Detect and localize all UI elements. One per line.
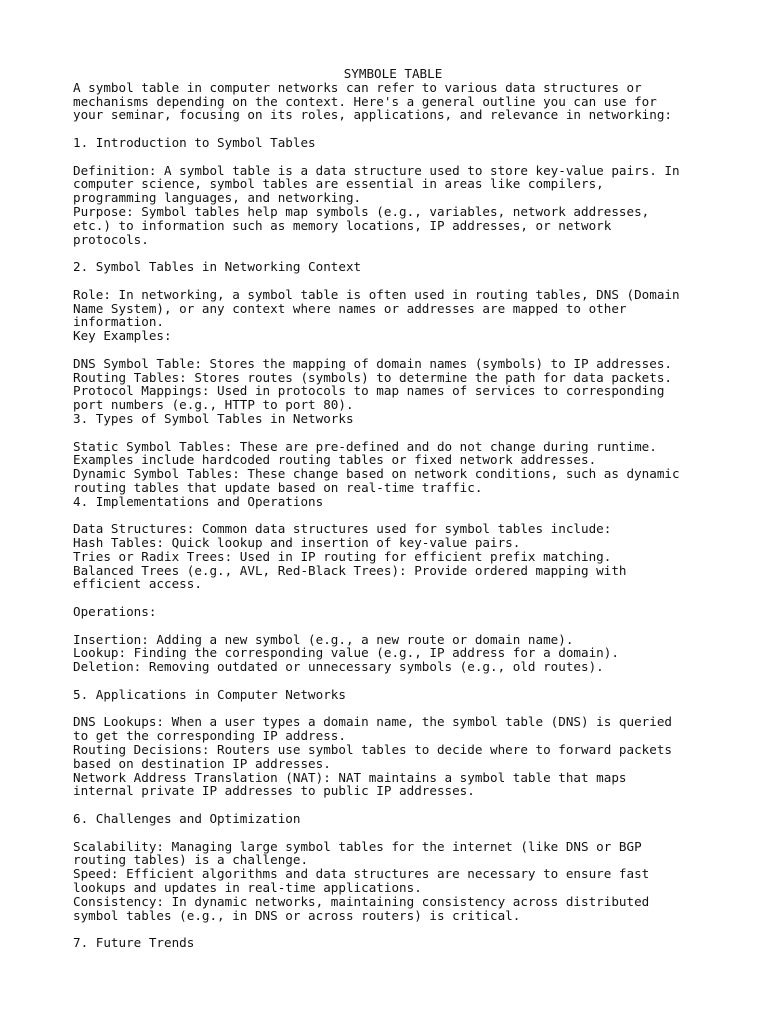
text-line: Consistency: In dynamic networks, maintaining consistency across distributed (73, 893, 650, 909)
text-line: Lookup: Finding the corresponding value (e.g., IP address for a domain). (73, 645, 619, 661)
text-line: lookups and updates in real-time applications. (73, 880, 422, 896)
text-line: programming languages, and networking. (73, 190, 362, 206)
text-line: Speed: Efficient algorithms and data structures are necessary to ensure fast (73, 866, 650, 882)
text-line: 5. Applications in Computer Networks (73, 686, 346, 702)
blank-line (73, 702, 713, 716)
blank-line (73, 798, 713, 812)
text-line: Network Address Translation (NAT): NAT maintains a symbol table that maps (73, 769, 627, 785)
text-line: Protocol Mappings: Used in protocols to map names of services to corresponding (73, 383, 665, 399)
blank-line (73, 150, 713, 164)
blank-line (73, 426, 713, 440)
text-line: computer science, symbol tables are essential in areas like compilers, (73, 176, 604, 192)
blank-line (73, 591, 713, 605)
text-line: Operations: (73, 604, 157, 620)
text-line: Routing Tables: Stores routes (symbols) to determine the path for data packets. (73, 369, 672, 385)
text-line: Insertion: Adding a new symbol (e.g., a new route or domain name). (73, 631, 574, 647)
blank-line (73, 246, 713, 260)
text-line: efficient access. (73, 576, 202, 592)
text-line: protocols. (73, 231, 149, 247)
text-line: Tries or Radix Trees: Used in IP routing for efficient prefix matching. (73, 548, 612, 564)
text-line: 4. Implementations and Operations (73, 493, 324, 509)
document-page (73, 67, 713, 950)
text-line: port numbers (e.g., HTTP to port 80). (73, 397, 354, 413)
blank-line (73, 509, 713, 523)
text-line: Balanced Trees (e.g., AVL, Red-Black Trees): Provide ordered mapping with (73, 562, 627, 578)
text-line: 7. Future Trends (73, 935, 195, 951)
document-body (73, 81, 713, 950)
text-line: Purpose: Symbol tables help map symbols (e.g., variables, network addresses, (73, 203, 650, 219)
text-line: 1. Introduction to Symbol Tables (73, 134, 316, 150)
text-line: Key Examples: (73, 328, 172, 344)
text-line: routing tables) is a challenge. (73, 852, 309, 868)
text-line: Static Symbol Tables: These are pre-defined and do not change during runtime. (73, 438, 657, 454)
blank-line (73, 274, 713, 288)
text-line: etc.) to information such as memory locations, IP addresses, or network (73, 217, 612, 233)
text-line: routing tables that update based on real-time traffic. (73, 479, 483, 495)
text-line: based on destination IP addresses. (73, 755, 331, 771)
text-line: 2. Symbol Tables in Networking Context (73, 259, 362, 275)
text-line: Dynamic Symbol Tables: These change based on network conditions, such as dynamic (73, 466, 680, 482)
text-line: DNS Symbol Table: Stores the mapping of domain names (symbols) to IP addresses. (73, 355, 672, 371)
text-line: Hash Tables: Quick lookup and insertion of key-value pairs. (73, 535, 521, 551)
text-line: 6. Challenges and Optimization (73, 811, 301, 827)
text-line: 3. Types of Symbol Tables in Networks (73, 410, 354, 426)
blank-line (73, 619, 713, 633)
text-line: DNS Lookups: When a user types a domain name, the symbol table (DNS) is queried (73, 714, 672, 730)
text-line: your seminar, focusing on its roles, applications, and relevance in networking: (73, 107, 672, 123)
blank-line (73, 343, 713, 357)
text-line: information. (73, 314, 164, 330)
text-line: internal private IP addresses to public IP addresses. (73, 783, 475, 799)
blank-line (73, 826, 713, 840)
text-line: Scalability: Managing large symbol tables for the internet (like DNS or BGP (73, 838, 642, 854)
text-line: Examples include hardcoded routing tables or fixed network addresses. (73, 452, 597, 468)
blank-line (73, 674, 713, 688)
text-line: Deletion: Removing outdated or unnecessary symbols (e.g., old routes). (73, 659, 604, 675)
text-line: to get the corresponding IP address. (73, 728, 346, 744)
text-line: Routing Decisions: Routers use symbol tables to decide where to forward packets (73, 742, 672, 758)
blank-line (73, 122, 713, 136)
text-line: Role: In networking, a symbol table is often used in routing tables, DNS (Domain (73, 286, 680, 302)
text-line: Data Structures: Common data structures used for symbol tables include: (73, 521, 612, 537)
document-title: SYMBOLE TABLE (343, 66, 443, 81)
blank-line (73, 922, 713, 936)
text-line: Name System), or any context where names or addresses are mapped to other (73, 300, 627, 316)
text-line: Definition: A symbol table is a data structure used to store key-value pairs. In (73, 162, 680, 178)
text-line: mechanisms depending on the context. Here's a general outline you can use for (73, 93, 657, 109)
text-line: A symbol table in computer networks can refer to various data structures or (73, 79, 642, 95)
text-line: symbol tables (e.g., in DNS or across routers) is critical. (73, 907, 521, 923)
